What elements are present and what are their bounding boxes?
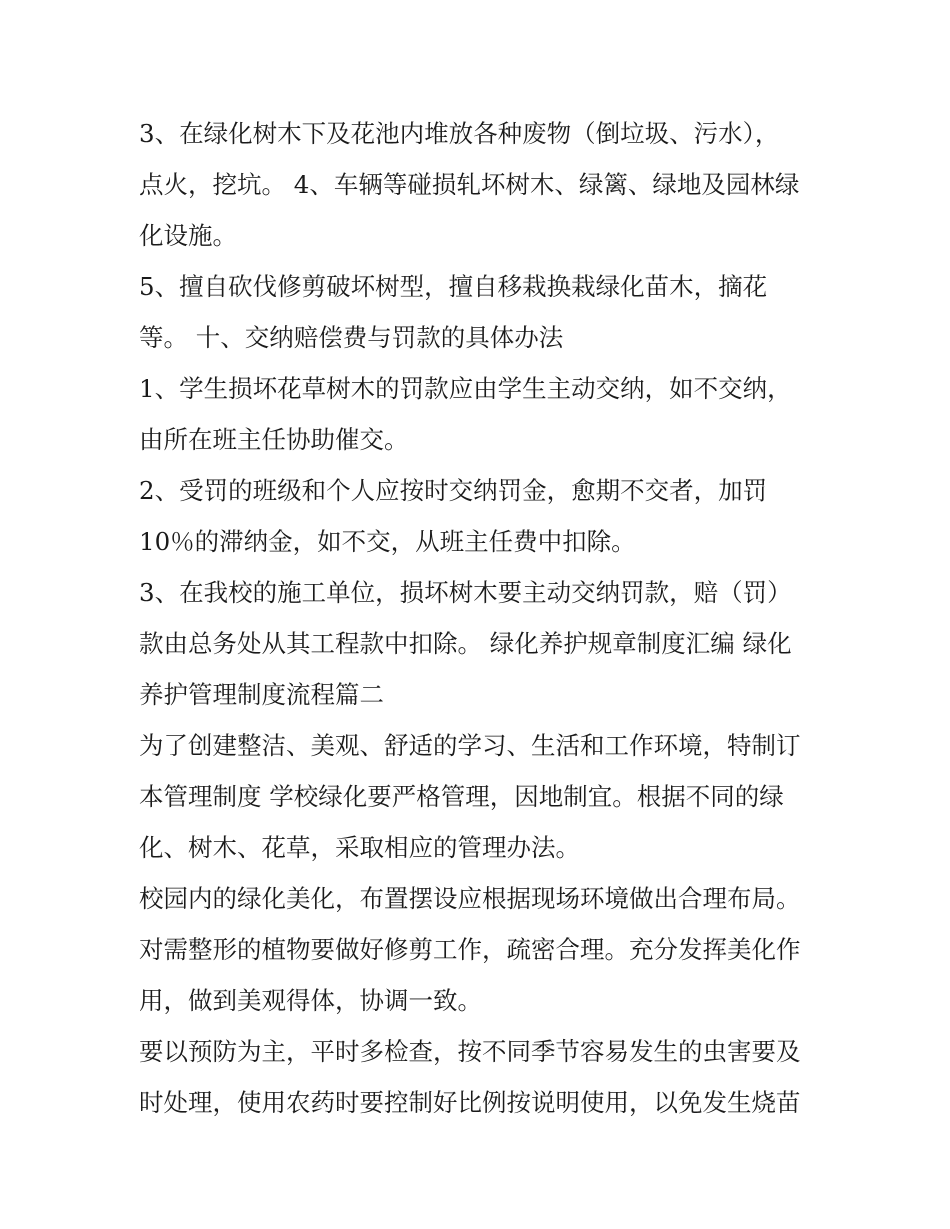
text-line: 对需整形的植物要做好修剪工作，疏密合理。充分发挥美化作: [139, 935, 801, 964]
text-line: 款由总务处从其工程款中扣除。 绿化养护规章制度汇编 绿化: [139, 629, 792, 658]
text-line: 养护管理制度流程篇二: [139, 680, 384, 709]
document-body: [139, 108, 819, 1128]
text-line: 等。 十、交纳赔偿费与罚款的具体办法: [139, 323, 564, 352]
text-line: 3、在我校的施工单位，损坏树木要主动交纳罚款，赔（罚）: [139, 578, 792, 607]
text-line: 10％的滞纳金，如不交，从班主任费中扣除。: [139, 527, 636, 556]
text-line: 化、树木、花草，采取相应的管理办法。: [139, 833, 580, 862]
text-line: 2、受罚的班级和个人应按时交纳罚金，愈期不交者，加罚: [139, 476, 768, 505]
text-line: 用，做到美观得体，协调一致。: [139, 986, 482, 1015]
text-line: 3、在绿化树木下及花池内堆放各种废物（倒垃圾、污水），: [139, 119, 780, 148]
text-line: 校园内的绿化美化，布置摆设应根据现场环境做出合理布局。: [139, 884, 801, 913]
text-line: 为了创建整洁、美观、舒适的学习、生活和工作环境，特制订: [139, 731, 801, 760]
text-line: 要以预防为主，平时多检查，按不同季节容易发生的虫害要及: [139, 1037, 801, 1066]
text-line: 由所在班主任协助催交。: [139, 425, 409, 454]
text-line: 时处理，使用农药时要控制好比例按说明使用，以免发生烧苗: [139, 1088, 801, 1117]
text-line: 点火，挖坑。 4、车辆等碰损轧坏树木、绿篱、绿地及园林绿: [139, 170, 800, 199]
text-line: 1、学生损坏花草树木的罚款应由学生主动交纳，如不交纳，: [139, 374, 792, 403]
text-line: 本管理制度 学校绿化要严格管理，因地制宜。根据不同的绿: [139, 782, 784, 811]
text-line: 化设施。: [139, 221, 237, 250]
text-line: 5、擅自砍伐修剪破坏树型，擅自移栽换栽绿化苗木，摘花: [139, 272, 768, 301]
